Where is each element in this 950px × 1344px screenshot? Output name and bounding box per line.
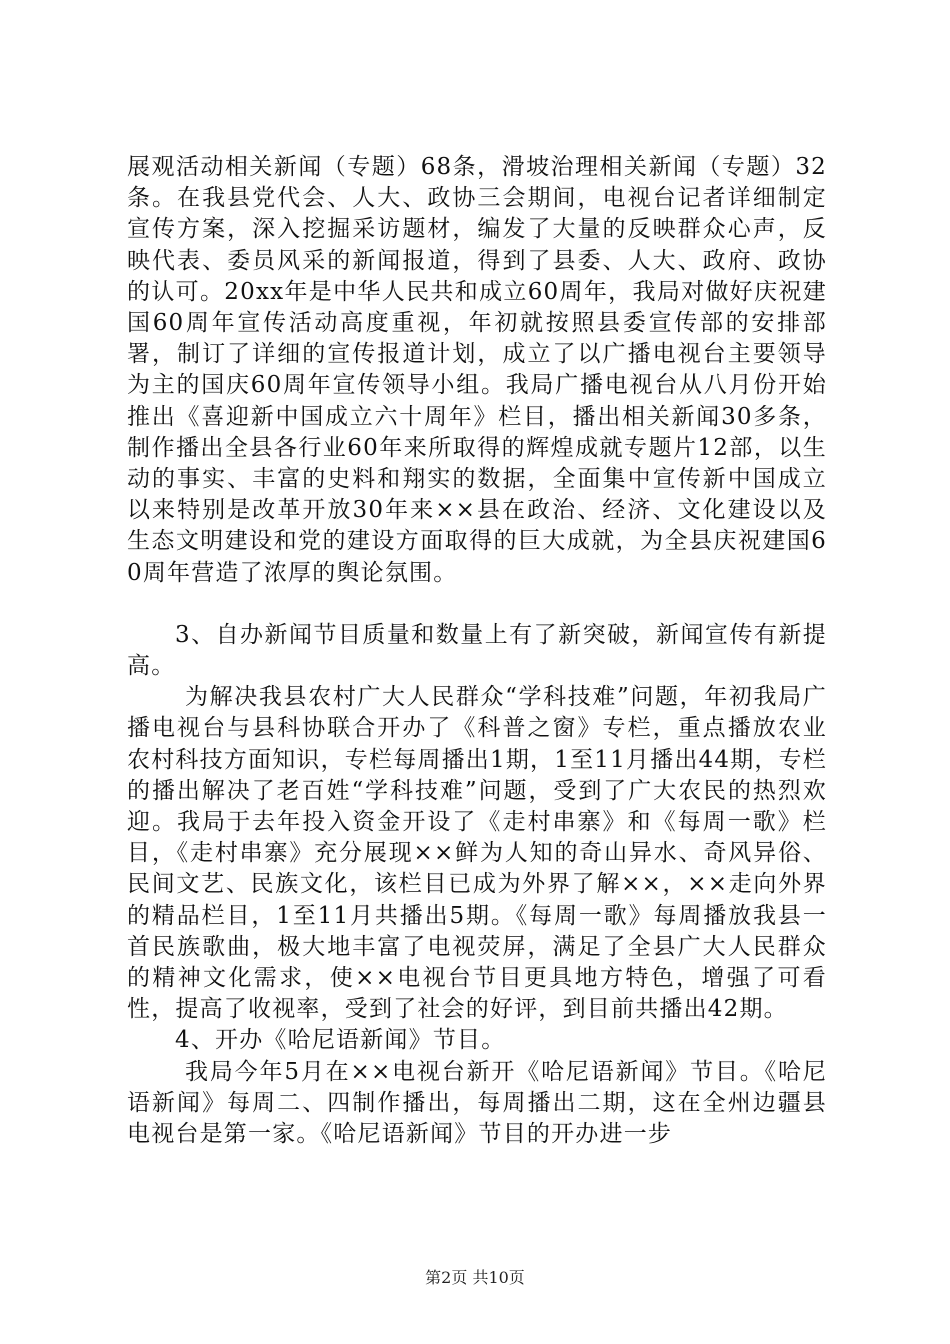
document-body xyxy=(127,152,827,1150)
section-heading-3: 3、自办新闻节目质量和数量上有了新突破，新闻宣传有新提高。 xyxy=(127,621,827,680)
paragraph-science-programs: 为解决我县农村广大人民群众“学科技难”问题，年初我局广播电视台与县科协联合开办了《科普之窗》专栏，重点播放农业农村科技方面知识，专栏每周播出1期，1至11月播出44期，专栏的播出解决了老百姓“学科技难”问题，受到了广大农民的热烈欢迎。我局于去年投入资金开设了《走村串寨》和《每周一歌》栏目，《走村串寨》充分展现××鲜为人知的奇山异水、奇风异俗、民间文艺、民族文化，该栏目已成为外界了解××，××走向外界的精品栏目，1至11月共播出5期。《每周一歌》每周播放我县一首民族歌曲，极大地丰富了电视荧屏，满足了全县广大人民群众的精神文化需求，使××电视台节目更具地方特色，增强了可看性，提高了收视率，受到了社会的好评，到目前共播出42期。 xyxy=(127,684,827,1023)
section-heading-4: 4、开办《哈尼语新闻》节目。 xyxy=(175,1027,506,1054)
paragraph-hani-news: 我局今年5月在××电视台新开《哈尼语新闻》节目。《哈尼语新闻》每周二、四制作播出，每周播出二期，这在全州边疆县电视台是第一家。《哈尼语新闻》节目的开办进一步 xyxy=(127,1058,827,1148)
paragraph-spacer xyxy=(127,589,827,620)
page-number-footer: 第2页 共10页 xyxy=(425,1268,525,1287)
paragraph-news-coverage: 展观活动相关新闻（专题）68条，滑坡治理相关新闻（专题）32条。在我县党代会、人大、政协三会期间，电视台记者详细制定宣传方案，深入挖掘采访题材，编发了大量的反映群众心声，反映代表、委员风采的新闻报道，得到了县委、人大、政府、政协的认可。20xx年是中华人民共和成立60周年，我局对做好庆祝建国60周年宣传活动高度重视，年初就按照县委宣传部的安排部署，制订了详细的宣传报道计划，成立了以广播电视台主要领导为主的国庆60周年宣传领导小组。我局广播电视台从八月份开始推出《喜迎新中国成立六十周年》栏目，播出相关新闻30多条，制作播出全县各行业60年来所取得的辉煌成就专题片12部，以生动的事实、丰富的史料和翔实的数据，全面集中宣传新中国成立以来特别是改革开放30年来××县在政治、经济、文化建设以及生态文明建设和党的建设方面取得的巨大成就，为全县庆祝建国60周年营造了浓厚的舆论氛围。 xyxy=(127,154,827,586)
